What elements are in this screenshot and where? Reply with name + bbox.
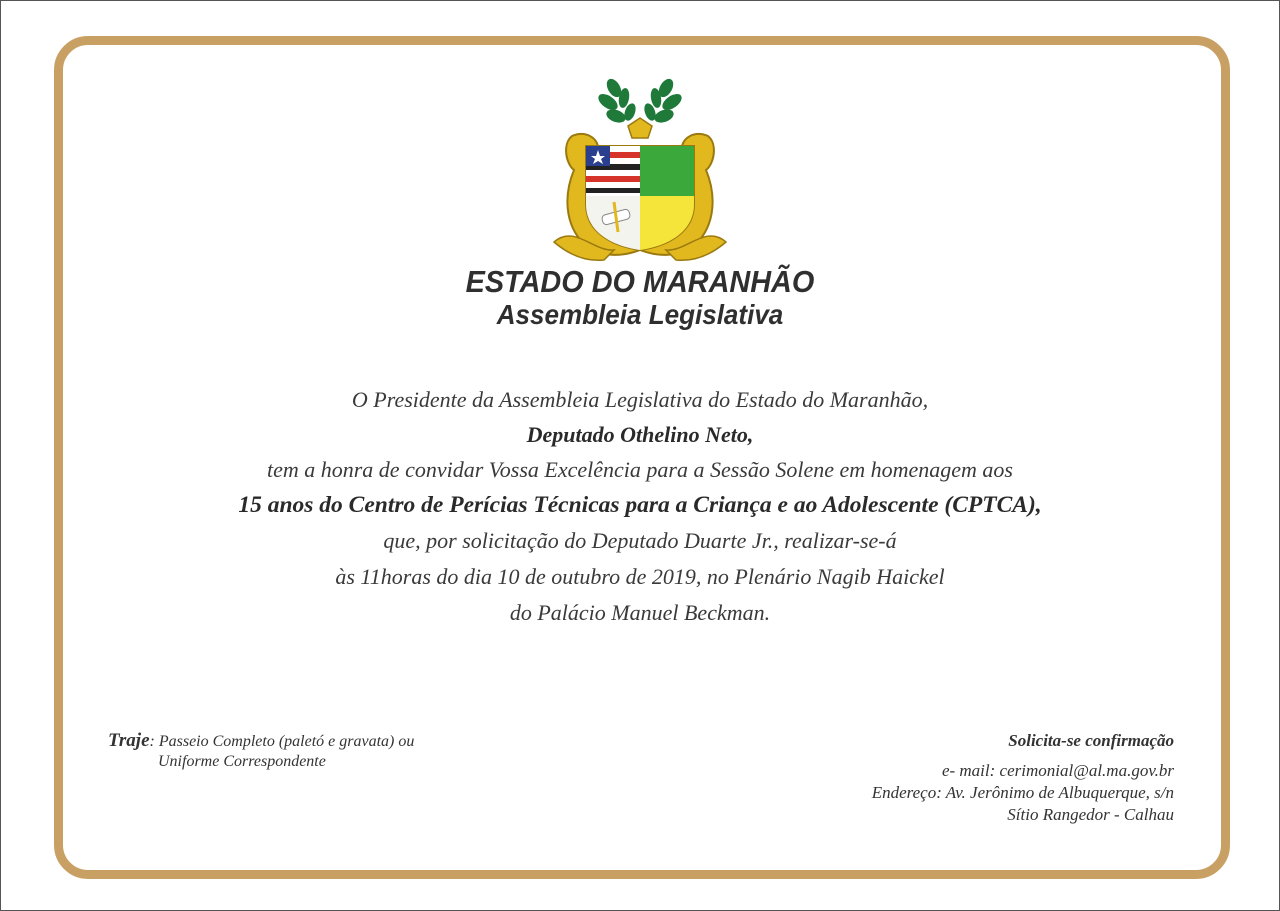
dress-code: [108, 730, 414, 771]
rsvp-address-line1: Endereço: Av. Jerônimo de Albuquerque, s/n: [871, 783, 1174, 802]
invitation-line-event: 15 anos do Centro de Perícias Técnicas para a Criança e ao Adolescente (CPTCA),: [238, 492, 1042, 518]
assembly-name: Assembleia Legislativa: [496, 299, 784, 330]
dress-code-line1: : Passeio Completo (paletó e gravata) ou: [149, 733, 415, 750]
dress-code-label: Traje: [108, 730, 150, 751]
state-name: ESTADO DO MARANHÃO: [465, 264, 815, 299]
rsvp-email: e- mail: cerimonial@al.ma.gov.br: [941, 761, 1174, 780]
invitation-line-deputy: Deputado Othelino Neto,: [526, 422, 754, 447]
invitation-line-venue: do Palácio Manuel Beckman.: [509, 600, 771, 625]
coat-of-arms-icon: [544, 74, 736, 266]
rsvp-title: Solicita-se confirmação: [1008, 731, 1174, 750]
invitation-line-honor: tem a honra de convidar Vossa Excelência para a Sessão Solene em homenagem aos: [266, 457, 1013, 482]
rsvp-block: [872, 730, 1174, 826]
invitation-line-datetime: às 11horas do dia 10 de outubro de 2019, no Plenário Nagib Haickel: [335, 564, 945, 589]
invitation-line-request: que, por solicitação do Deputado Duarte Jr., realizar-se-á: [383, 528, 897, 553]
dress-code-line2: Uniforme Correspondente: [158, 753, 326, 770]
rsvp-address-line2: Sítio Rangedor - Calhau: [1007, 805, 1174, 824]
invitation-line-president: O Presidente da Assembleia Legislativa do Estado do Maranhão,: [351, 387, 929, 412]
